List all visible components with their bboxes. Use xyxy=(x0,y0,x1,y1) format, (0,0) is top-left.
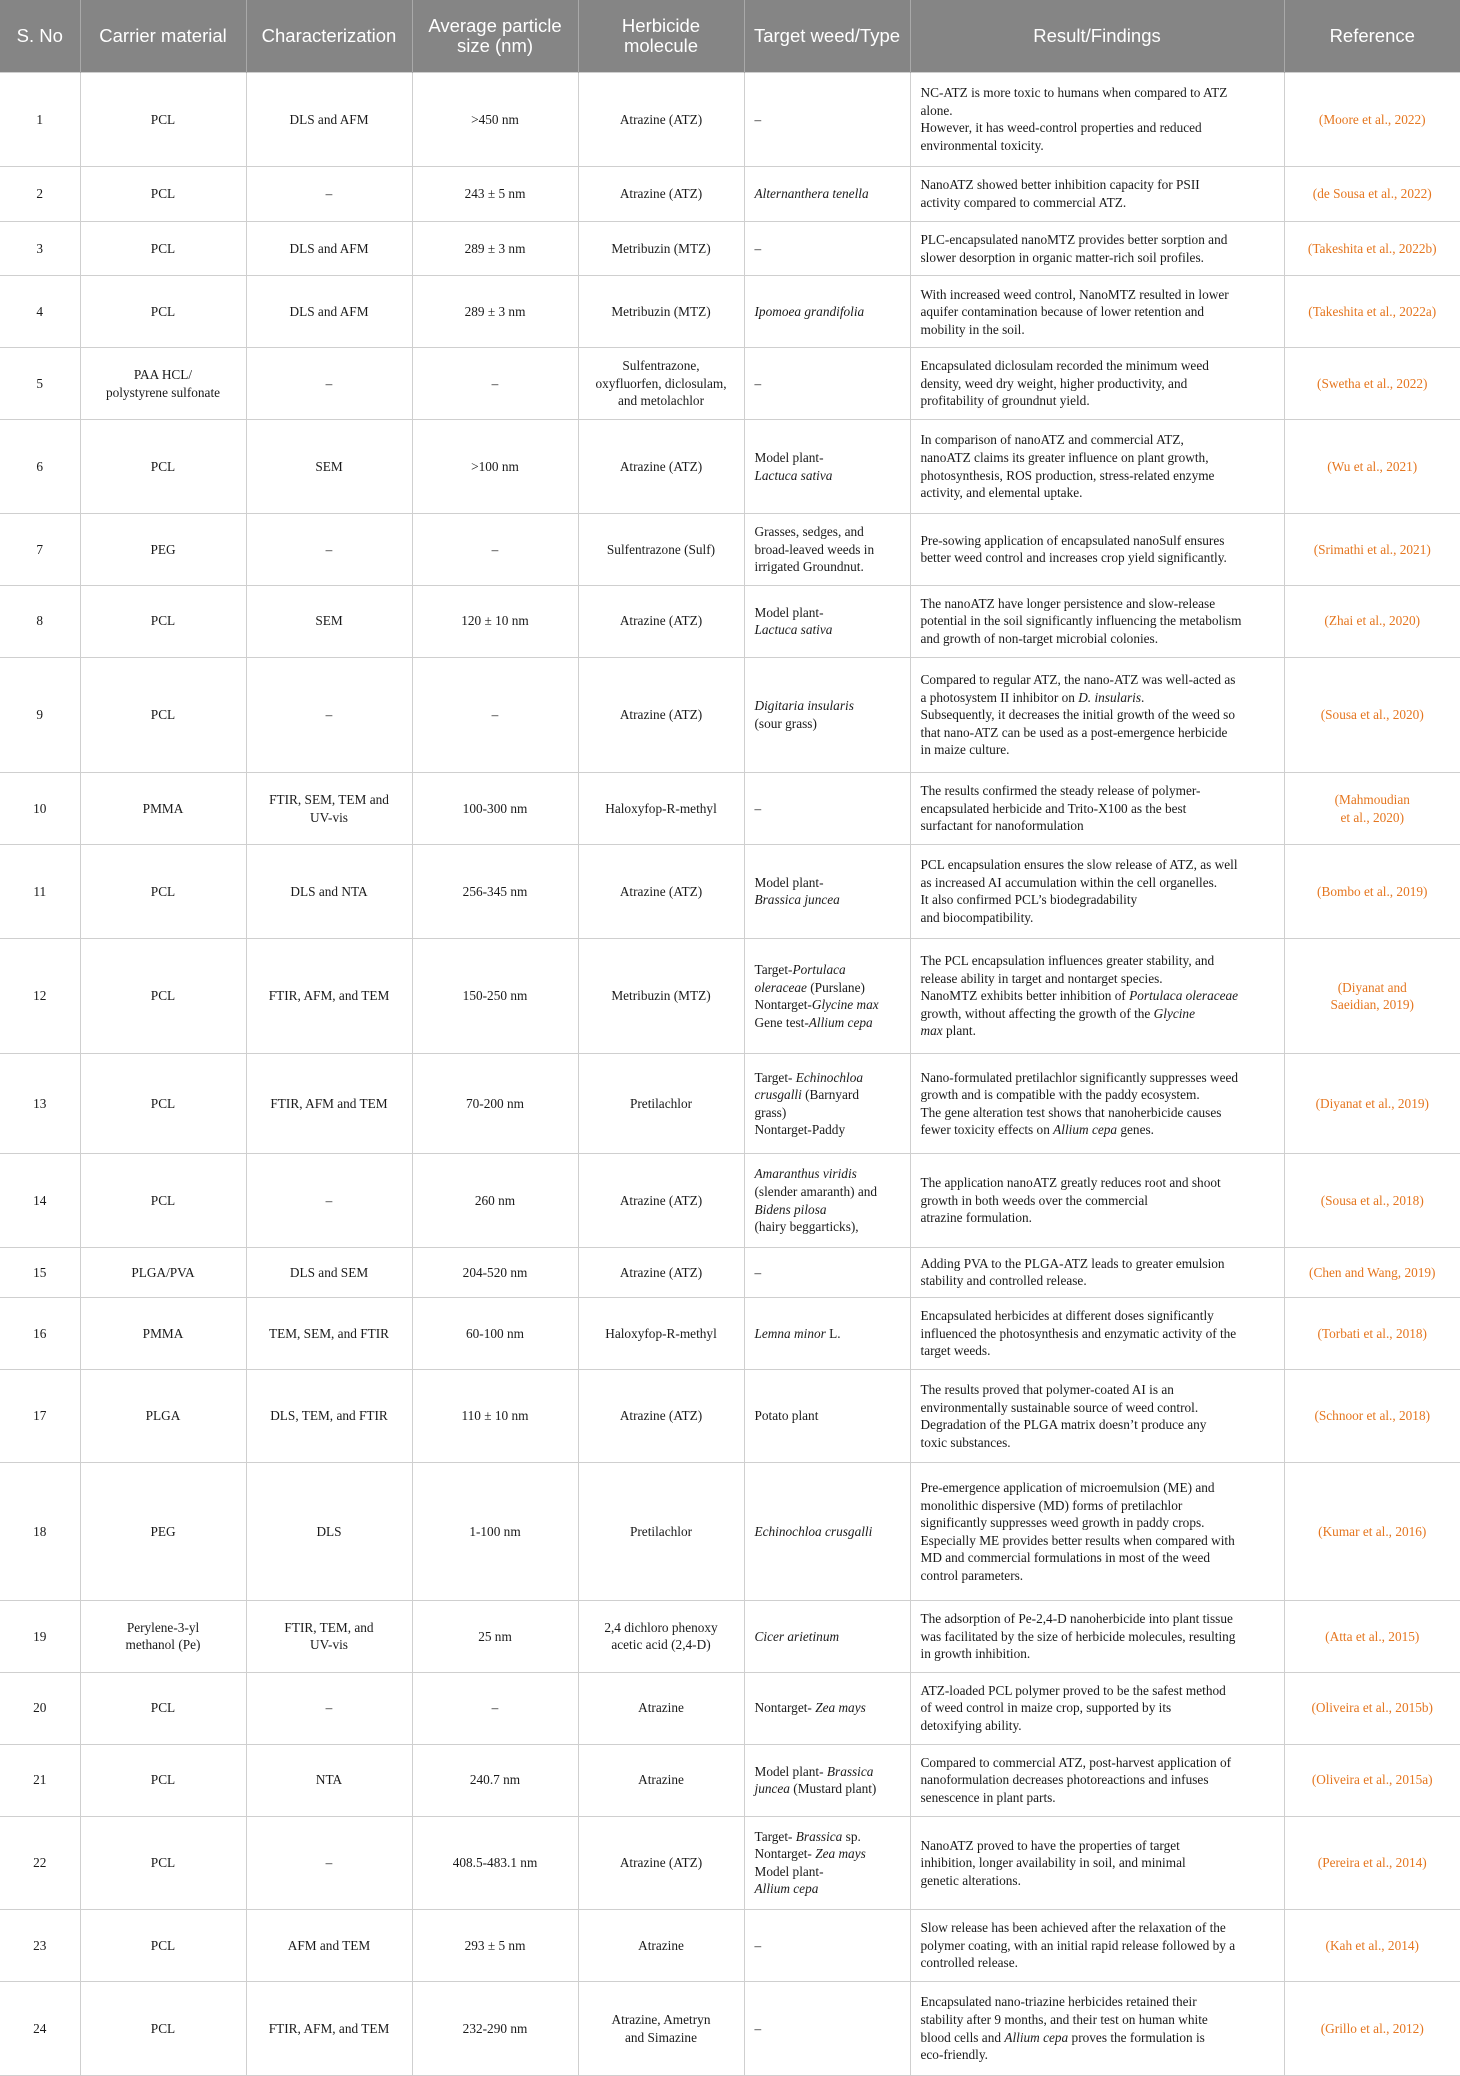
cell-characterization: DLS and AFM xyxy=(246,73,412,167)
cell-sno: 17 xyxy=(0,1369,80,1463)
cell-carrier: PMMA xyxy=(80,773,246,845)
cell-herbicide: Atrazine (ATZ) xyxy=(578,1154,744,1248)
table-row xyxy=(0,845,1460,939)
cell-herbicide: Atrazine (ATZ) xyxy=(578,845,744,939)
cell-target-weed: Echinochloa crusgalli xyxy=(744,1463,910,1600)
cell-herbicide: Atrazine xyxy=(578,1672,744,1744)
cell-characterization: SEM xyxy=(246,585,412,657)
cell-size: 260 nm xyxy=(412,1154,578,1248)
cell-characterization: DLS and SEM xyxy=(246,1247,412,1297)
cell-size: 293 ± 5 nm xyxy=(412,1910,578,1982)
cell-carrier: PAA HCL/ polystyrene sulfonate xyxy=(80,348,246,420)
cell-target-weed: Cicer arietinum xyxy=(744,1600,910,1672)
cell-characterization: FTIR, AFM and TEM xyxy=(246,1054,412,1154)
cell-target-weed: Target- Echinochloa crusgalli (Barnyard grass) Nontarget-Paddy xyxy=(744,1054,910,1154)
cell-result: In comparison of nanoATZ and commercial ATZ, nanoATZ claims its greater influence on plant growth, photosynthesis, ROS production, stress-related enzyme activity, and elemental uptake. xyxy=(910,420,1284,514)
table-row xyxy=(0,657,1460,773)
cell-size: 240.7 nm xyxy=(412,1744,578,1816)
cell-result: NanoATZ proved to have the properties of target inhibition, longer availability in soil, and minimal genetic alterations. xyxy=(910,1816,1284,1910)
cell-carrier: PCL xyxy=(80,845,246,939)
cell-carrier: PLGA xyxy=(80,1369,246,1463)
cell-size: >450 nm xyxy=(412,73,578,167)
cell-herbicide: 2,4 dichloro phenoxy acetic acid (2,4-D) xyxy=(578,1600,744,1672)
cell-target-weed: Alternanthera tenella xyxy=(744,166,910,221)
cell-carrier: PCL xyxy=(80,1910,246,1982)
cell-reference[interactable]: (Moore et al., 2022) xyxy=(1284,73,1460,167)
cell-reference[interactable]: (Takeshita et al., 2022b) xyxy=(1284,221,1460,276)
cell-carrier: PCL xyxy=(80,1744,246,1816)
cell-carrier: PMMA xyxy=(80,1297,246,1369)
table-row xyxy=(0,773,1460,845)
table-row xyxy=(0,166,1460,221)
cell-carrier: PCL xyxy=(80,1982,246,2076)
cell-characterization: – xyxy=(246,1672,412,1744)
cell-sno: 3 xyxy=(0,221,80,276)
cell-target-weed: – xyxy=(744,1982,910,2076)
cell-reference[interactable]: (Sousa et al., 2020) xyxy=(1284,657,1460,773)
cell-characterization: FTIR, SEM, TEM and UV-vis xyxy=(246,773,412,845)
cell-size: 60-100 nm xyxy=(412,1297,578,1369)
cell-characterization: – xyxy=(246,513,412,585)
cell-result: Encapsulated diclosulam recorded the minimum weed density, weed dry weight, higher productivity, and profitability of groundnut yield. xyxy=(910,348,1284,420)
cell-sno: 13 xyxy=(0,1054,80,1154)
cell-reference[interactable]: (de Sousa et al., 2022) xyxy=(1284,166,1460,221)
cell-result: The adsorption of Pe-2,4-D nanoherbicide into plant tissue was facilitated by the size of herbicide molecules, resulting in growth inhibition. xyxy=(910,1600,1284,1672)
cell-carrier: Perylene-3-yl methanol (Pe) xyxy=(80,1600,246,1672)
table-row xyxy=(0,1247,1460,1297)
cell-result: With increased weed control, NanoMTZ resulted in lower aquifer contamination because of lower retention and mobility in the soil. xyxy=(910,276,1284,348)
cell-herbicide: Metribuzin (MTZ) xyxy=(578,221,744,276)
cell-sno: 18 xyxy=(0,1463,80,1600)
table-row xyxy=(0,1816,1460,1910)
cell-size: 70-200 nm xyxy=(412,1054,578,1154)
cell-carrier: PCL xyxy=(80,276,246,348)
cell-size: – xyxy=(412,513,578,585)
cell-characterization: – xyxy=(246,348,412,420)
cell-size: – xyxy=(412,348,578,420)
cell-result: Encapsulated nano-triazine herbicides retained their stability after 9 months, and their test on human white blood cells and Allium cepa proves the formulation is eco-friendly. xyxy=(910,1982,1284,2076)
cell-result: Slow release has been achieved after the relaxation of the polymer coating, with an initial rapid release followed by a controlled release. xyxy=(910,1910,1284,1982)
cell-size: 110 ± 10 nm xyxy=(412,1369,578,1463)
cell-herbicide: Atrazine (ATZ) xyxy=(578,585,744,657)
cell-characterization: FTIR, AFM, and TEM xyxy=(246,1982,412,2076)
cell-carrier: PCL xyxy=(80,221,246,276)
cell-result: The results proved that polymer-coated AI is an environmentally sustainable source of weed control. Degradation of the PLGA matrix doesn’t produce any toxic substances. xyxy=(910,1369,1284,1463)
cell-reference[interactable]: (Oliveira et al., 2015a) xyxy=(1284,1744,1460,1816)
cell-characterization: DLS, TEM, and FTIR xyxy=(246,1369,412,1463)
cell-carrier: PCL xyxy=(80,1054,246,1154)
cell-result: The nanoATZ have longer persistence and slow-release potential in the soil significantly influencing the metabolism and growth of non-target microbial colonies. xyxy=(910,585,1284,657)
cell-reference[interactable]: (Swetha et al., 2022) xyxy=(1284,348,1460,420)
cell-herbicide: Pretilachlor xyxy=(578,1054,744,1154)
table-row xyxy=(0,1297,1460,1369)
table-row xyxy=(0,1600,1460,1672)
cell-reference[interactable]: (Grillo et al., 2012) xyxy=(1284,1982,1460,2076)
cell-characterization: – xyxy=(246,657,412,773)
cell-carrier: PLGA/PVA xyxy=(80,1247,246,1297)
cell-sno: 2 xyxy=(0,166,80,221)
cell-result: Adding PVA to the PLGA-ATZ leads to greater emulsion stability and controlled release. xyxy=(910,1247,1284,1297)
cell-characterization: DLS and NTA xyxy=(246,845,412,939)
cell-characterization: DLS xyxy=(246,1463,412,1600)
cell-size: 256-345 nm xyxy=(412,845,578,939)
cell-result: NC-ATZ is more toxic to humans when compared to ATZ alone. However, it has weed-control properties and reduced environmental toxicity. xyxy=(910,73,1284,167)
cell-sno: 10 xyxy=(0,773,80,845)
cell-herbicide: Sulfentrazone (Sulf) xyxy=(578,513,744,585)
cell-target-weed: – xyxy=(744,1247,910,1297)
table-row xyxy=(0,513,1460,585)
cell-size: 120 ± 10 nm xyxy=(412,585,578,657)
table-header xyxy=(0,0,1460,73)
cell-result: NanoATZ showed better inhibition capacity for PSII activity compared to commercial ATZ. xyxy=(910,166,1284,221)
cell-result: Encapsulated herbicides at different doses significantly influenced the photosynthesis and enzymatic activity of the target weeds. xyxy=(910,1297,1284,1369)
cell-sno: 6 xyxy=(0,420,80,514)
cell-sno: 11 xyxy=(0,845,80,939)
table-row xyxy=(0,1369,1460,1463)
header-size: Average particle size (nm) xyxy=(412,0,578,73)
cell-reference[interactable]: (Bombo et al., 2019) xyxy=(1284,845,1460,939)
cell-characterization: TEM, SEM, and FTIR xyxy=(246,1297,412,1369)
cell-reference[interactable]: (Diyanat and Saeidian, 2019) xyxy=(1284,938,1460,1054)
cell-reference[interactable]: (Takeshita et al., 2022a) xyxy=(1284,276,1460,348)
cell-herbicide: Atrazine (ATZ) xyxy=(578,420,744,514)
cell-herbicide: Atrazine (ATZ) xyxy=(578,1247,744,1297)
cell-characterization: SEM xyxy=(246,420,412,514)
header-reference: Reference xyxy=(1284,0,1460,73)
cell-carrier: PCL xyxy=(80,1672,246,1744)
cell-herbicide: Haloxyfop-R-methyl xyxy=(578,1297,744,1369)
cell-characterization: DLS and AFM xyxy=(246,221,412,276)
cell-carrier: PCL xyxy=(80,938,246,1054)
header-characterization: Characterization xyxy=(246,0,412,73)
cell-reference[interactable]: (Pereira et al., 2014) xyxy=(1284,1816,1460,1910)
cell-result: The PCL encapsulation influences greater stability, and release ability in target and nontarget species. NanoMTZ exhibits better inhibition of Portulaca oleraceae growth, without affecting the growth of the Glycine max plant. xyxy=(910,938,1284,1054)
cell-herbicide: Atrazine (ATZ) xyxy=(578,166,744,221)
table-row xyxy=(0,938,1460,1054)
cell-result: Compared to commercial ATZ, post-harvest application of nanoformulation decreases photoreactions and infuses senescence in plant parts. xyxy=(910,1744,1284,1816)
cell-reference[interactable]: (Sousa et al., 2018) xyxy=(1284,1154,1460,1248)
table-row xyxy=(0,348,1460,420)
cell-size: 150-250 nm xyxy=(412,938,578,1054)
cell-carrier: PCL xyxy=(80,657,246,773)
cell-herbicide: Atrazine xyxy=(578,1744,744,1816)
cell-sno: 4 xyxy=(0,276,80,348)
cell-carrier: PCL xyxy=(80,420,246,514)
cell-target-weed: Lemna minor L. xyxy=(744,1297,910,1369)
cell-reference[interactable]: (Diyanat et al., 2019) xyxy=(1284,1054,1460,1154)
cell-herbicide: Atrazine (ATZ) xyxy=(578,73,744,167)
cell-herbicide: Atrazine (ATZ) xyxy=(578,1369,744,1463)
cell-result: PCL encapsulation ensures the slow release of ATZ, as well as increased AI accumulation within the cell organelles. It also confirmed PCL’s biodegradability and biocompatibility. xyxy=(910,845,1284,939)
header-weed: Target weed/Type xyxy=(744,0,910,73)
cell-characterization: FTIR, TEM, and UV-vis xyxy=(246,1600,412,1672)
cell-sno: 15 xyxy=(0,1247,80,1297)
cell-sno: 9 xyxy=(0,657,80,773)
cell-result: Pre-sowing application of encapsulated nanoSulf ensures better weed control and increases crop yield significantly. xyxy=(910,513,1284,585)
cell-reference[interactable]: (Atta et al., 2015) xyxy=(1284,1600,1460,1672)
cell-target-weed: Model plant- Brassica juncea xyxy=(744,845,910,939)
header-carrier: Carrier material xyxy=(80,0,246,73)
table-row xyxy=(0,1054,1460,1154)
cell-target-weed: – xyxy=(744,73,910,167)
cell-size: >100 nm xyxy=(412,420,578,514)
table-row xyxy=(0,1910,1460,1982)
cell-result: Pre-emergence application of microemulsion (ME) and monolithic dispersive (MD) forms of pretilachlor significantly suppresses weed growth in paddy crops. Especially ME provides better results when compared with MD and commercial formulations in most of the weed control parameters. xyxy=(910,1463,1284,1600)
cell-target-weed: Ipomoea grandifolia xyxy=(744,276,910,348)
table-row xyxy=(0,1982,1460,2076)
cell-size: – xyxy=(412,657,578,773)
cell-herbicide: Atrazine (ATZ) xyxy=(578,1816,744,1910)
cell-target-weed: Target-Portulaca oleraceae (Purslane) Nontarget-Glycine max Gene test-Allium cepa xyxy=(744,938,910,1054)
cell-result: Compared to regular ATZ, the nano-ATZ was well-acted as a photosystem II inhibitor on D. insularis. Subsequently, it decreases the initial growth of the weed so that nano-ATZ can be used as a post-emergence herbicide in maize culture. xyxy=(910,657,1284,773)
cell-size: 25 nm xyxy=(412,1600,578,1672)
cell-sno: 12 xyxy=(0,938,80,1054)
header-sno: S. No xyxy=(0,0,80,73)
cell-reference[interactable]: (Schnoor et al., 2018) xyxy=(1284,1369,1460,1463)
cell-carrier: PCL xyxy=(80,1816,246,1910)
cell-carrier: PCL xyxy=(80,585,246,657)
cell-herbicide: Metribuzin (MTZ) xyxy=(578,938,744,1054)
cell-target-weed: – xyxy=(744,221,910,276)
cell-characterization: NTA xyxy=(246,1744,412,1816)
table-row xyxy=(0,1463,1460,1600)
cell-target-weed: Target- Brassica sp. Nontarget- Zea mays Model plant- Allium cepa xyxy=(744,1816,910,1910)
cell-target-weed: Model plant- Lactuca sativa xyxy=(744,585,910,657)
cell-sno: 7 xyxy=(0,513,80,585)
cell-reference[interactable]: (Srimathi et al., 2021) xyxy=(1284,513,1460,585)
cell-sno: 20 xyxy=(0,1672,80,1744)
cell-herbicide: Haloxyfop-R-methyl xyxy=(578,773,744,845)
cell-carrier: PEG xyxy=(80,513,246,585)
cell-characterization: AFM and TEM xyxy=(246,1910,412,1982)
table-row xyxy=(0,1154,1460,1248)
table-row xyxy=(0,585,1460,657)
cell-sno: 16 xyxy=(0,1297,80,1369)
cell-size: 1-100 nm xyxy=(412,1463,578,1600)
cell-target-weed: Nontarget- Zea mays xyxy=(744,1672,910,1744)
cell-reference[interactable]: (Chen and Wang, 2019) xyxy=(1284,1247,1460,1297)
cell-target-weed: Digitaria insularis (sour grass) xyxy=(744,657,910,773)
cell-size: 289 ± 3 nm xyxy=(412,221,578,276)
cell-sno: 5 xyxy=(0,348,80,420)
cell-result: ATZ-loaded PCL polymer proved to be the safest method of weed control in maize crop, supported by its detoxifying ability. xyxy=(910,1672,1284,1744)
cell-size: 289 ± 3 nm xyxy=(412,276,578,348)
header-herbicide: Herbicide molecule xyxy=(578,0,744,73)
cell-sno: 8 xyxy=(0,585,80,657)
cell-herbicide: Metribuzin (MTZ) xyxy=(578,276,744,348)
cell-reference[interactable]: (Kah et al., 2014) xyxy=(1284,1910,1460,1982)
cell-herbicide: Atrazine (ATZ) xyxy=(578,657,744,773)
table-row xyxy=(0,73,1460,167)
cell-carrier: PCL xyxy=(80,1154,246,1248)
cell-target-weed: Model plant- Lactuca sativa xyxy=(744,420,910,514)
table-row xyxy=(0,276,1460,348)
table-body xyxy=(0,73,1460,2076)
table-row xyxy=(0,1744,1460,1816)
header-result: Result/Findings xyxy=(910,0,1284,73)
cell-reference[interactable]: (Oliveira et al., 2015b) xyxy=(1284,1672,1460,1744)
cell-size: 408.5-483.1 nm xyxy=(412,1816,578,1910)
cell-sno: 21 xyxy=(0,1744,80,1816)
table-row xyxy=(0,1672,1460,1744)
cell-size: 204-520 nm xyxy=(412,1247,578,1297)
cell-carrier: PEG xyxy=(80,1463,246,1600)
cell-carrier: PCL xyxy=(80,73,246,167)
cell-characterization: – xyxy=(246,1154,412,1248)
cell-reference[interactable]: (Kumar et al., 2016) xyxy=(1284,1463,1460,1600)
cell-size: 243 ± 5 nm xyxy=(412,166,578,221)
cell-carrier: PCL xyxy=(80,166,246,221)
cell-target-weed: – xyxy=(744,1910,910,1982)
cell-sno: 14 xyxy=(0,1154,80,1248)
cell-sno: 19 xyxy=(0,1600,80,1672)
cell-target-weed: – xyxy=(744,773,910,845)
cell-reference[interactable]: (Wu et al., 2021) xyxy=(1284,420,1460,514)
table-row xyxy=(0,420,1460,514)
cell-size: 232-290 nm xyxy=(412,1982,578,2076)
cell-characterization: FTIR, AFM, and TEM xyxy=(246,938,412,1054)
cell-target-weed: Model plant- Brassica juncea (Mustard plant) xyxy=(744,1744,910,1816)
cell-characterization: DLS and AFM xyxy=(246,276,412,348)
header-row xyxy=(0,0,1460,73)
cell-target-weed: – xyxy=(744,348,910,420)
cell-sno: 1 xyxy=(0,73,80,167)
cell-result: The results confirmed the steady release of polymer- encapsulated herbicide and Trito-X100 as the best surfactant for nanoformulation xyxy=(910,773,1284,845)
cell-herbicide: Atrazine, Ametryn and Simazine xyxy=(578,1982,744,2076)
cell-target-weed: Amaranthus viridis (slender amaranth) and Bidens pilosa (hairy beggarticks), xyxy=(744,1154,910,1248)
cell-result: The application nanoATZ greatly reduces root and shoot growth in both weeds over the commercial atrazine formulation. xyxy=(910,1154,1284,1248)
cell-herbicide: Pretilachlor xyxy=(578,1463,744,1600)
table-row xyxy=(0,221,1460,276)
cell-sno: 22 xyxy=(0,1816,80,1910)
cell-herbicide: Atrazine xyxy=(578,1910,744,1982)
cell-target-weed: Potato plant xyxy=(744,1369,910,1463)
cell-size: 100-300 nm xyxy=(412,773,578,845)
cell-reference[interactable]: (Torbati et al., 2018) xyxy=(1284,1297,1460,1369)
cell-sno: 24 xyxy=(0,1982,80,2076)
cell-result: Nano-formulated pretilachlor significantly suppresses weed growth and is compatible with the paddy ecosystem. The gene alteration test shows that nanoherbicide causes fewer toxicity effects on Allium cepa genes. xyxy=(910,1054,1284,1154)
cell-reference[interactable]: (Zhai et al., 2020) xyxy=(1284,585,1460,657)
cell-herbicide: Sulfentrazone, oxyfluorfen, diclosulam, and metolachlor xyxy=(578,348,744,420)
cell-size: – xyxy=(412,1672,578,1744)
cell-sno: 23 xyxy=(0,1910,80,1982)
cell-reference[interactable]: (Mahmoudian et al., 2020) xyxy=(1284,773,1460,845)
cell-result: PLC-encapsulated nanoMTZ provides better sorption and slower desorption in organic matter-rich soil profiles. xyxy=(910,221,1284,276)
cell-characterization: – xyxy=(246,1816,412,1910)
cell-characterization: – xyxy=(246,166,412,221)
cell-target-weed: Grasses, sedges, and broad-leaved weeds in irrigated Groundnut. xyxy=(744,513,910,585)
